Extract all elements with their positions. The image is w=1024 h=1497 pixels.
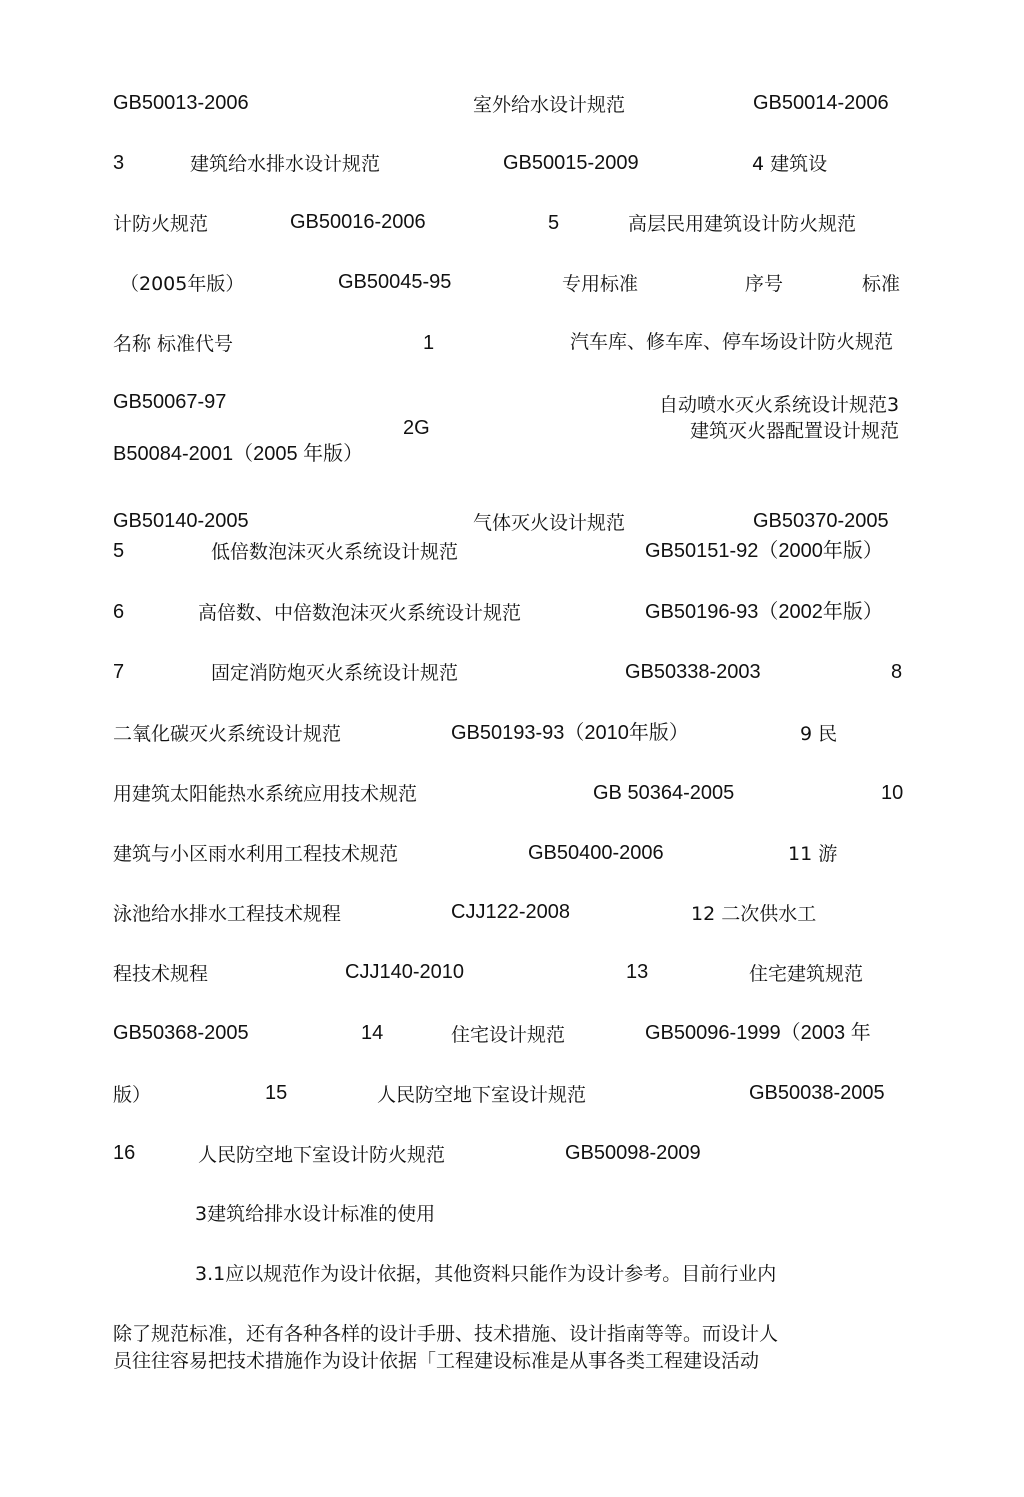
standard-name: 高层民用建筑设计防火规范 — [628, 213, 857, 235]
column-header: 名称 标准代号 — [113, 333, 234, 355]
standard-code: B50084-2001（2005 年版） — [113, 443, 364, 465]
edition-note: 版） — [113, 1084, 152, 1106]
standard-name: 自动喷水灭火系统设计规范3 — [659, 394, 900, 416]
standard-code: GB50140-2005 — [113, 510, 249, 532]
standard-code: CJJ140-2010 — [345, 961, 464, 983]
section-heading: 3建筑给排水设计标准的使用 — [195, 1203, 436, 1225]
standard-code: GB50196-93（2002年版） — [645, 601, 883, 623]
standard-name: 9 民 — [800, 723, 838, 745]
standard-name: 12 二次供水工 — [691, 903, 817, 925]
standard-code-fragment: 2G — [403, 417, 430, 439]
standard-code: GB50016-2006 — [290, 211, 426, 233]
item-number: 13 — [626, 961, 649, 983]
standard-code: GB50015-2009 — [503, 152, 639, 174]
standard-code: GB50045-95 — [338, 271, 452, 293]
standard-name: 建筑与小区雨水利用工程技术规范 — [113, 843, 399, 865]
standard-name: 气体灭火设计规范 — [473, 512, 626, 534]
standard-code: GB50014-2006 — [753, 92, 889, 114]
standard-name: 汽车库、修车库、停车场设计防火规范 — [570, 331, 894, 353]
standard-name: 程技术规程 — [113, 963, 209, 985]
standard-code: GB50151-92（2000年版） — [645, 540, 883, 562]
standard-name: 4 建筑设 — [752, 153, 828, 175]
standard-name: 11 游 — [788, 843, 838, 865]
item-number: 16 — [113, 1142, 136, 1164]
standard-code: GB50368-2005 — [113, 1022, 249, 1044]
standard-code: GB50098-2009 — [565, 1142, 701, 1164]
standard-name: 计防火规范 — [113, 213, 209, 235]
standard-code: GB 50364-2005 — [593, 782, 735, 804]
item-number: 14 — [361, 1022, 384, 1044]
item-number: 5 — [113, 540, 125, 562]
standard-name: 固定消防炮灭火系统设计规范 — [211, 662, 459, 684]
standard-name: 用建筑太阳能热水系统应用技术规范 — [113, 783, 418, 805]
item-number: 10 — [881, 782, 904, 804]
standard-name: 泳池给水排水工程技术规程 — [113, 903, 342, 925]
standard-name: 人民防空地下室设计防火规范 — [198, 1144, 446, 1166]
standard-name: 住宅设计规范 — [451, 1024, 566, 1046]
edition-note: （2005年版） — [120, 273, 245, 295]
item-number: 8 — [891, 661, 903, 683]
standard-code: GB50193-93（2010年版） — [451, 722, 689, 744]
column-header: 标准 — [862, 273, 901, 295]
paragraph-line: 3.1应以规范作为设计依据，其他资料只能作为设计参考。目前行业内 — [195, 1263, 777, 1285]
standard-name: 住宅建筑规范 — [749, 963, 864, 985]
item-number: 7 — [113, 661, 125, 683]
standard-code: GB50067-97 — [113, 391, 227, 413]
column-header: 序号 — [745, 273, 784, 295]
standard-code: GB50370-2005 — [753, 510, 889, 532]
standard-code: GB50338-2003 — [625, 661, 761, 683]
standard-code: GB50096-1999（2003 年 — [645, 1022, 871, 1044]
section-label: 专用标准 — [562, 273, 639, 295]
item-number: 6 — [113, 601, 125, 623]
standard-name: 建筑给水排水设计规范 — [190, 153, 381, 175]
standard-name: 室外给水设计规范 — [473, 94, 626, 116]
item-number: 3 — [113, 152, 125, 174]
item-number: 15 — [265, 1082, 288, 1104]
item-number: 1 — [423, 332, 435, 354]
standard-name: 低倍数泡沫灭火系统设计规范 — [211, 541, 459, 563]
standard-code: GB50038-2005 — [749, 1082, 885, 1104]
standard-code: GB50013-2006 — [113, 92, 249, 114]
paragraph-line: 除了规范标准，还有各种各样的设计手册、技术措施、设计指南等等。而设计人 — [113, 1323, 779, 1345]
standard-name: 建筑灭火器配置设计规范 — [690, 420, 900, 442]
standard-code: CJJ122-2008 — [451, 901, 570, 923]
standard-name: 二氧化碳灭火系统设计规范 — [113, 723, 342, 745]
standard-code: GB50400-2006 — [528, 842, 664, 864]
item-number: 5 — [548, 212, 560, 234]
standard-name: 高倍数、中倍数泡沫灭火系统设计规范 — [198, 602, 522, 624]
paragraph-line: 员往往容易把技术措施作为设计依据「工程建设标准是从事各类工程建设活动 — [113, 1350, 760, 1372]
standard-name: 人民防空地下室设计规范 — [377, 1084, 587, 1106]
